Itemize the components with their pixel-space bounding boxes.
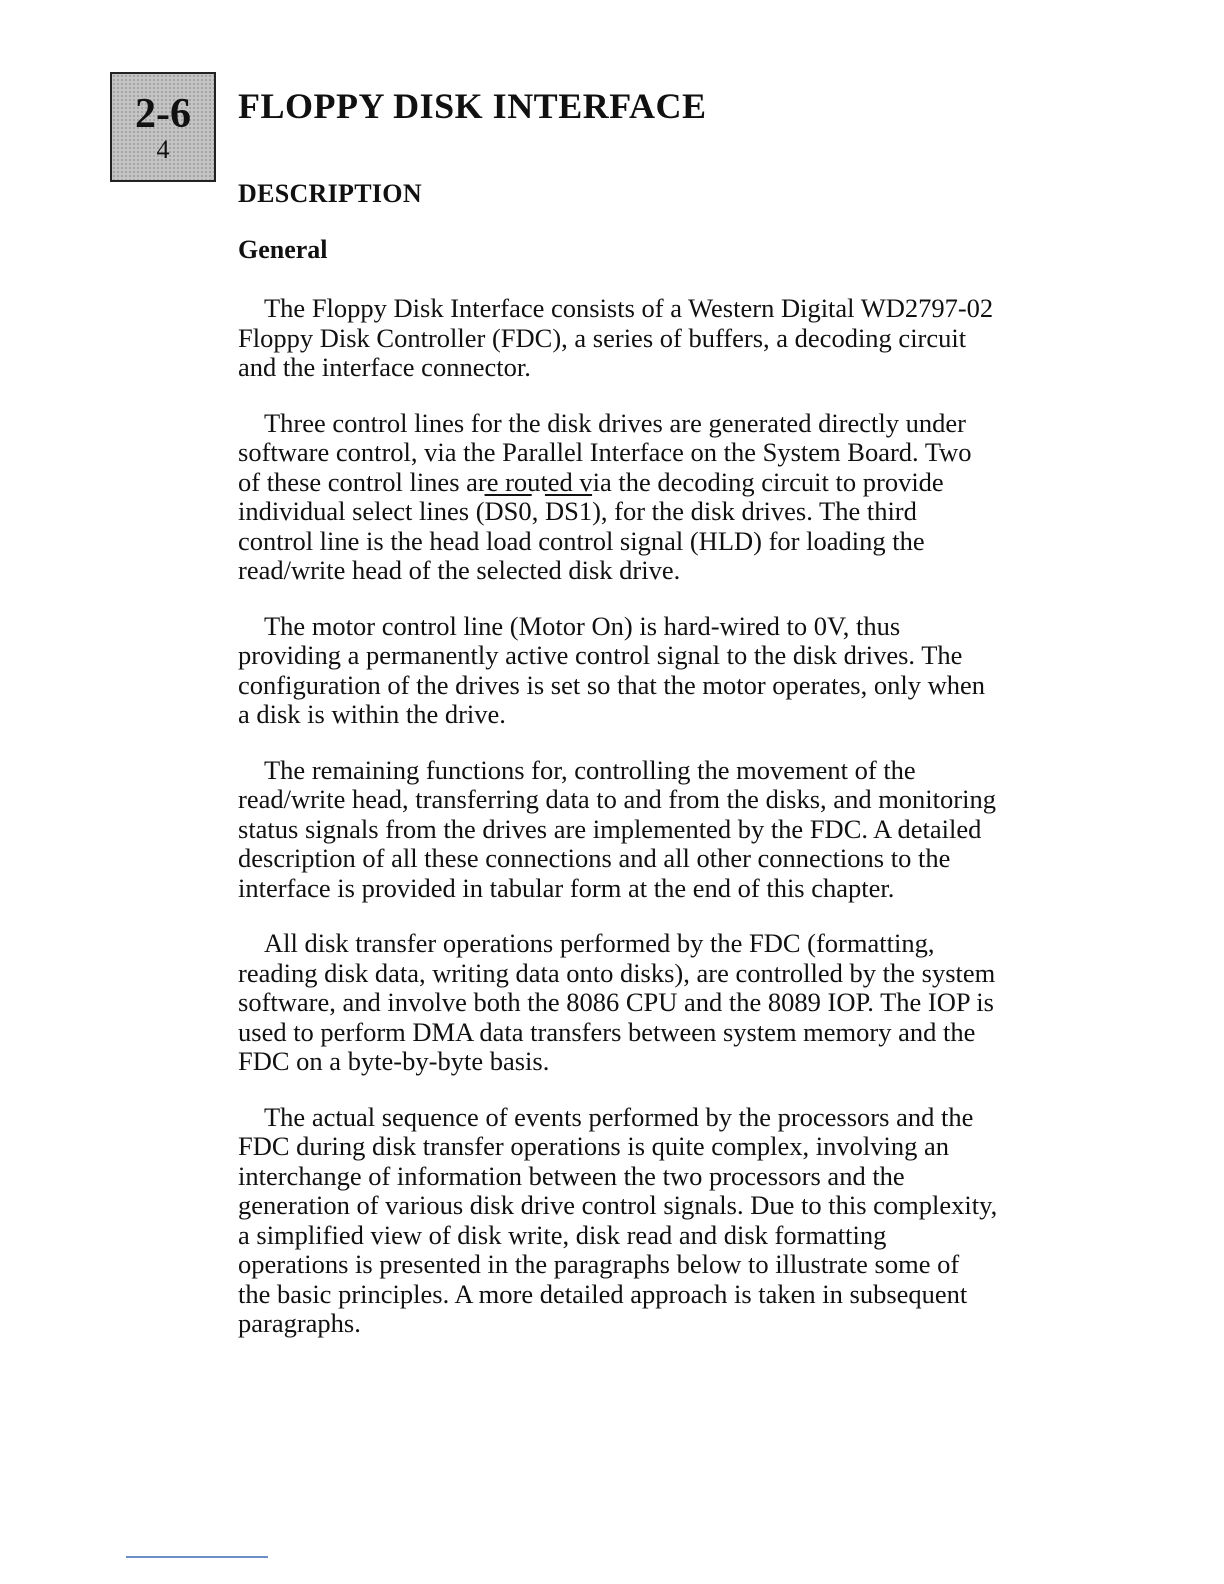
paragraph-2 [238,409,998,586]
paragraph-6: The actual sequence of events performed by the processors and the FDC during disk transfer operations is quite complex, involving an interchange of information between the two processors and the generation of various disk drive control signals. Due to this complexity, a simplified view of disk write, disk read and disk formatting operations is presented in the paragraphs below to illustrate some of the basic principles. A more detailed approach is taken in subsequent paragraphs. [238,1101,998,1338]
section-tab [110,72,216,182]
section-subnumber: 4 [156,135,170,164]
signal-ds1: DS1 [544,496,593,526]
page-title: FLOPPY DISK INTERFACE [238,86,707,126]
paragraph-3: The motor control line (Motor On) is hard-wired to 0V, thus providing a permanently active control signal to the disk drives. The configuration of the drives is set so that the motor operates, only when a disk is within the drive. [238,610,985,729]
paragraph-2-text-b: ), for the disk drives. The third control line is the head load control signal (HLD) for loading the read/write head of the selected disk drive. [238,496,925,585]
paragraph-2-text-a: Three control lines for the disk drives are generated directly under software control, via the Parallel Interface on the System Board. Two of these control lines are routed via the decoding circuit to provide individual select lines ( [238,407,972,526]
subsection-heading: General [238,235,328,264]
section-number: 2-6 [135,91,191,137]
signal-ds0: DS0 [484,496,532,526]
paragraph-4: The remaining functions for, controlling the movement of the read/write head, transferring data to and from the disks, and monitoring status signals from the drives are implemented by the FDC. A detailed description of all these connections and all other connections to the interface is provided in tabular form at the end of this chapter. [238,754,996,903]
paragraph-1: The Floppy Disk Interface consists of a Western Digital WD2797-02 Floppy Disk Controller (FDC), a series of buffers, a decoding circuit and the interface connector. [238,293,994,382]
page-content [238,172,998,1339]
footer-rule [126,1556,268,1558]
paragraph-5: All disk transfer operations performed by the FDC (formatting, reading disk data, writing data onto disks), are controlled by the system software, and involve both the 8086 CPU and the 8089 IOP. The IOP is used to perform DMA data transfers between system memory and the FDC on a byte-by-byte basis. [238,928,996,1076]
paragraph-2-separator: , [531,496,545,526]
section-heading: DESCRIPTION [238,179,422,208]
